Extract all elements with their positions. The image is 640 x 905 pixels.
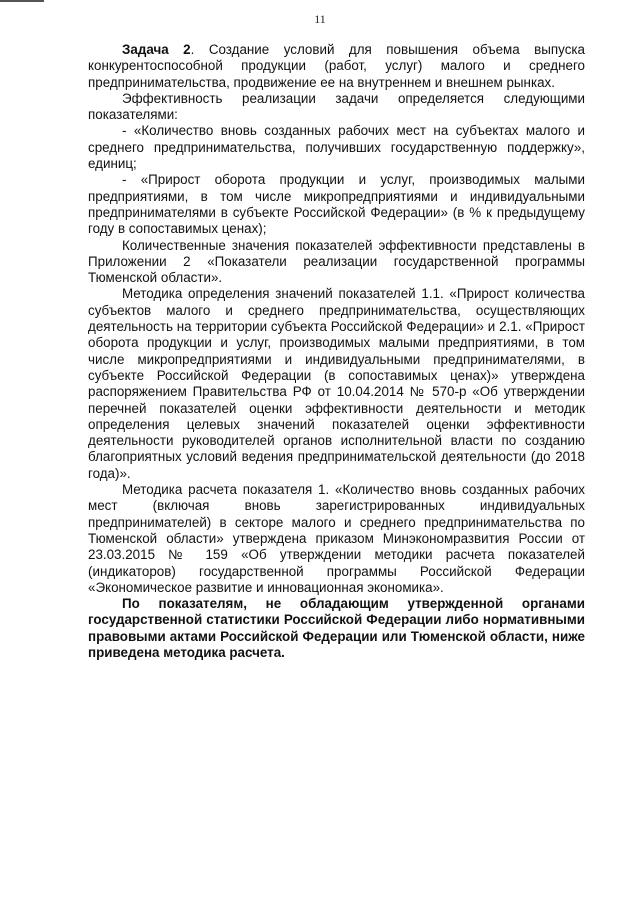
document-body [88, 42, 585, 661]
methodology-other-paragraph: По показателям, не обладающим утвержденной органами государственной статистики Российской Федерации либо нормативными правовыми актами Российской Федерации или Тюменской области, ниже приведена методика расчета. [88, 596, 585, 660]
methodology-1-1-paragraph: Методика определения значений показателей 1.1. «Прирост количества субъектов малого и среднего предпринимательства, осуществляющих деятельность на территории субъекта Российской Федерации» и 2.1. «Прирост оборота продукции и услуг, производимых малыми предприятиями, в том числе микропредприятиями и индивидуальными предпринимателями, в субъекте Российской Федерации (в сопоставимых ценах)» утверждена распоряжением Правительства РФ от 10.04.2014 № 570-р «Об утверждении перечней показателей оценки эффективности деятельности и методик определения целевых значений показателей оценки эффективности деятельности руководителей органов исполнительной власти по созданию благоприятных условий ведения предпринимательской деятельности (до 2018 года)». [88, 286, 585, 481]
task-label: Задача 2 [122, 42, 191, 57]
methodology-indicator-1-paragraph: Методика расчета показателя 1. «Количество вновь созданных рабочих мест (включая вновь зарегистрированных индивидуальных предпринимателей) в секторе малого и среднего предпринимательства по Тюменской области» утверждена приказом Минэкономразвития России от 23.03.2015 № 159 «Об утверждении методики расчета показателей (индикаторов) государственной программы Российской Федерации «Экономическое развитие и инновационная экономика». [88, 482, 585, 595]
page-number: 11 [314, 12, 326, 26]
effectiveness-intro-paragraph: Эффективность реализации задачи определяется следующими показателями: [88, 90, 585, 123]
scan-corner-mark [0, 0, 44, 2]
task-text: . Создание условий для повышения объема выпуска конкурентоспособной продукции (работ, услуг) малого и среднего предпринимательства, продвижение ее на внутреннем и внешнем рынках. [88, 42, 585, 90]
task-paragraph [88, 42, 585, 91]
indicator-turnover-item: - «Прирост оборота продукции и услуг, производимых малыми предприятиями, в том числе микропредприятиями и индивидуальными предпринимателями в субъекте Российской Федерации» (в % к предыдущему году в сопоставимых ценах); [88, 172, 585, 237]
indicator-jobs-item: - «Количество вновь созданных рабочих мест на субъектах малого и среднего предпринимательства, получивших государственную поддержку», единиц; [88, 123, 585, 172]
quantitative-values-paragraph: Количественные значения показателей эффективности представлены в Приложении 2 «Показатели реализации государственной программы Тюменской области». [88, 237, 585, 286]
